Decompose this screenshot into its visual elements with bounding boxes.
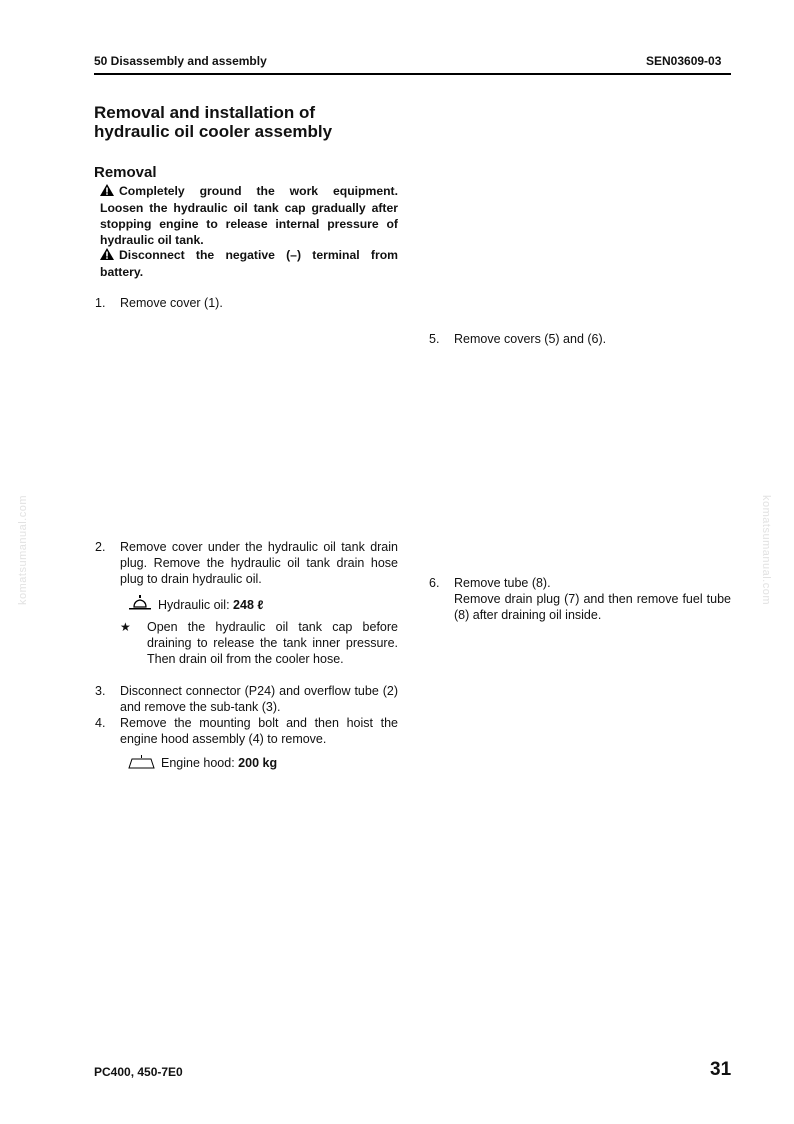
step-3	[95, 683, 398, 715]
page-title-line-1: Removal and installation of	[94, 103, 316, 122]
step-5-text: Remove covers (5) and (6).	[454, 332, 607, 346]
watermark-left: komatsumanual.com	[17, 495, 29, 605]
hydraulic-oil-label: Hydraulic oil:	[158, 598, 230, 612]
drain-note	[120, 619, 398, 669]
warning-1-text: Completely ground the work equipment. Loosen the hydraulic oil tank cap gradually after stopping engine to release internal pressure of hydraulic oil tank.	[100, 184, 398, 247]
removal-heading: Removal	[94, 164, 157, 181]
footer-model: PC400, 450-7E0	[94, 1065, 183, 1079]
star-icon: ★	[120, 620, 131, 634]
step-4	[95, 715, 398, 747]
step-4-text: Remove the mounting bolt and then hoist the engine hood assembly (4) to remove.	[120, 716, 398, 746]
page-title-line-2: hydraulic oil cooler assembly	[94, 122, 333, 141]
warning-2-text: Disconnect the negative (–) terminal from battery.	[100, 248, 398, 279]
step-1	[95, 295, 398, 311]
step-2	[95, 539, 398, 589]
step-1-number: 1.	[95, 296, 106, 310]
header-section: 50 Disassembly and assembly	[94, 54, 267, 68]
step-6	[429, 575, 731, 623]
engine-hood-weight-spec	[128, 755, 277, 773]
oil-can-icon	[128, 595, 152, 615]
drain-note-text: Open the hydraulic oil tank cap before draining to release the tank inner pressure. Then drain oil from the cooler hose.	[147, 620, 398, 666]
step-5	[429, 331, 731, 347]
page-number: 31	[710, 1059, 732, 1080]
warning-triangle-icon	[100, 184, 114, 200]
step-2-text: Remove cover under the hydraulic oil tank drain plug. Remove the hydraulic oil tank drain hose plug to drain hydraulic oil.	[120, 540, 398, 586]
page-title	[94, 103, 332, 141]
step-4-number: 4.	[95, 716, 106, 730]
step-3-number: 3.	[95, 684, 106, 698]
hydraulic-oil-value: 248 ℓ	[233, 598, 264, 612]
step-5-number: 5.	[429, 332, 440, 346]
weight-icon	[128, 755, 155, 773]
watermark-right: komatsumanual.com	[760, 495, 772, 605]
step-1-text: Remove cover (1).	[120, 296, 223, 310]
step-2-number: 2.	[95, 540, 106, 554]
warning-1	[100, 183, 398, 248]
warning-triangle-icon	[100, 248, 114, 264]
header-doc-code: SEN03609-03	[646, 54, 722, 68]
engine-hood-value: 200 kg	[238, 756, 278, 770]
engine-hood-label: Engine hood:	[161, 756, 235, 770]
warning-2	[100, 247, 398, 280]
step-6-number: 6.	[429, 576, 440, 590]
header-rule	[94, 73, 731, 75]
hydraulic-oil-spec	[128, 595, 264, 615]
step-6-text: Remove tube (8). Remove drain plug (7) and then remove fuel tube (8) after draining oil inside.	[454, 576, 731, 622]
step-3-text: Disconnect connector (P24) and overflow tube (2) and remove the sub-tank (3).	[120, 684, 398, 714]
